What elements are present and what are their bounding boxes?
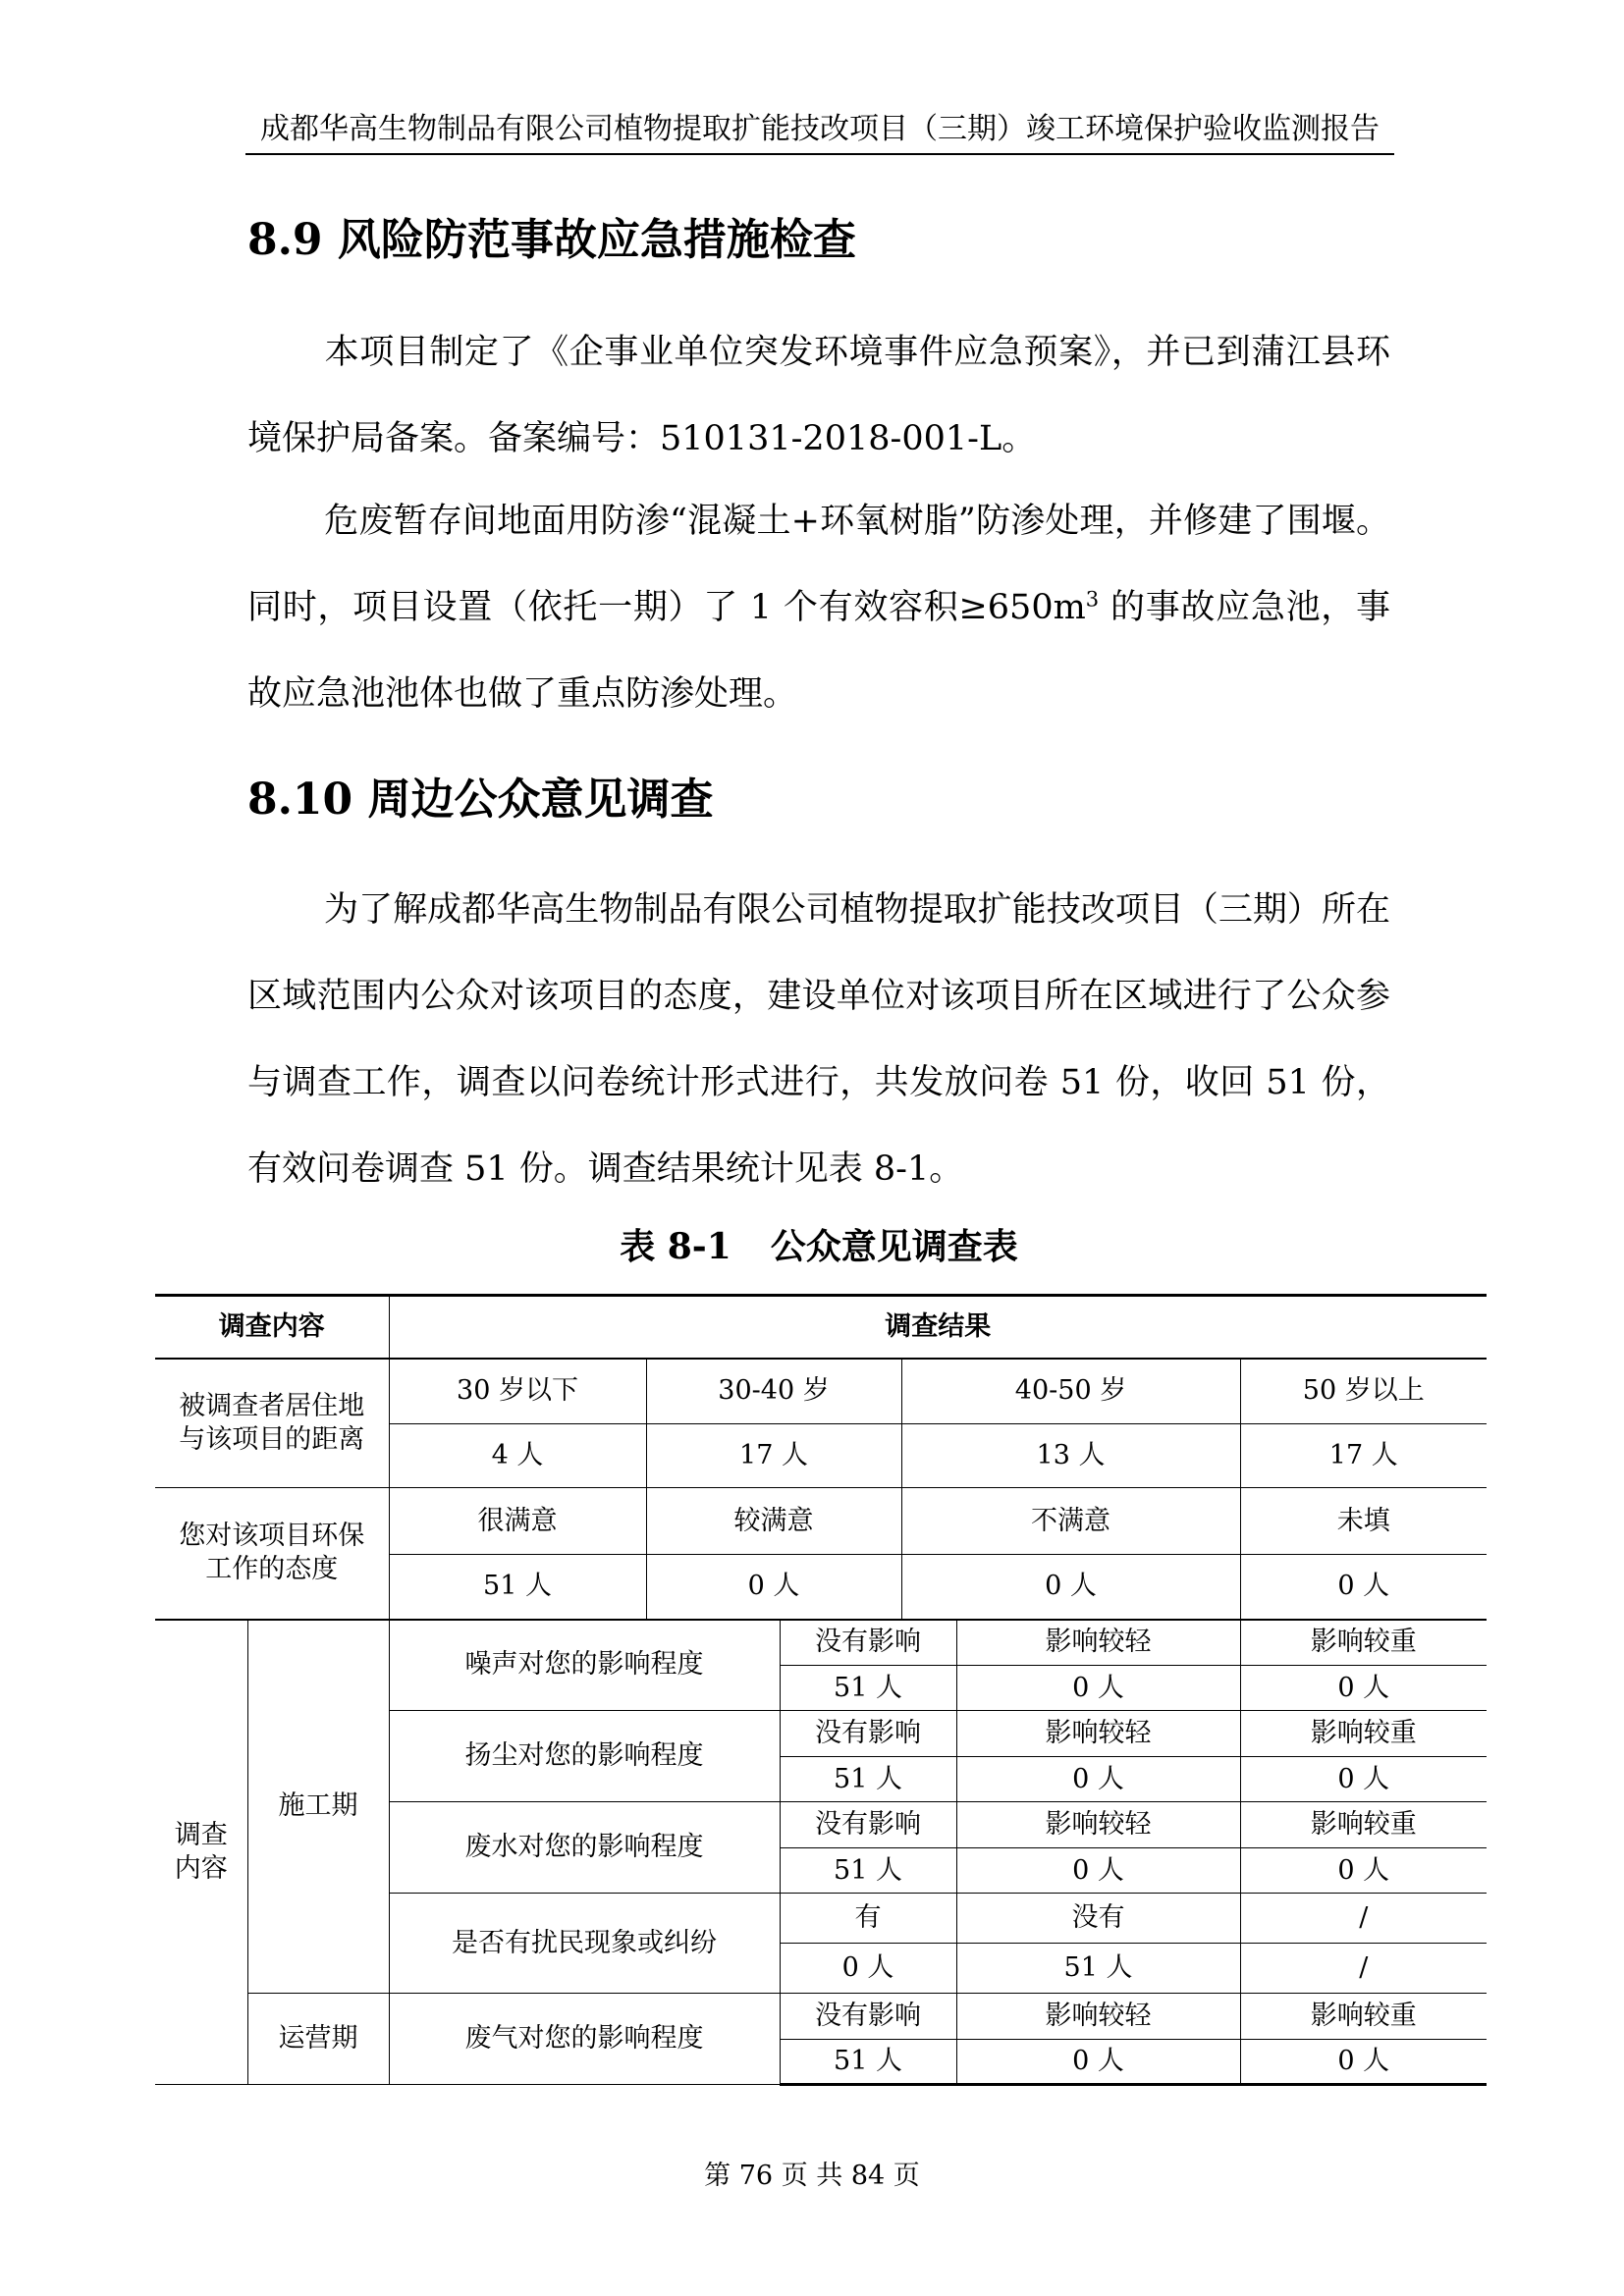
page-footer: 第 76 页 共 84 页 bbox=[704, 2161, 920, 2191]
question-option: 有 bbox=[780, 1894, 956, 1944]
question-option: 影响较轻 bbox=[956, 1994, 1240, 2040]
question-count: 51 人 bbox=[780, 1848, 956, 1894]
section-8-9-paragraph-1 bbox=[247, 309, 1390, 482]
question-label: 是否有扰民现象或纠纷 bbox=[389, 1894, 780, 1994]
distance-label bbox=[155, 1359, 389, 1488]
question-count: 51 人 bbox=[780, 1666, 956, 1711]
distance-option: 30 岁以下 bbox=[389, 1359, 646, 1424]
question-option: 影响较重 bbox=[1240, 1994, 1487, 2040]
question-count: 0 人 bbox=[780, 1944, 956, 1994]
section-8-9-paragraph-1-text: 本项目制定了《企事业单位突发环境事件应急预案》，并已到蒲江县环境保护局备案。备案编号：510131-2018-001-L。 bbox=[247, 333, 1390, 458]
attitude-count: 51 人 bbox=[389, 1555, 646, 1620]
attitude-option: 未填 bbox=[1240, 1488, 1487, 1555]
question-option: 没有 bbox=[956, 1894, 1240, 1944]
question-option: 影响较重 bbox=[1240, 1711, 1487, 1757]
question-option: 影响较轻 bbox=[956, 1620, 1240, 1666]
section-8-9-paragraph-2 bbox=[247, 478, 1390, 737]
attitude-label-line-2: 工作的态度 bbox=[205, 1554, 339, 1585]
question-option: / bbox=[1240, 1894, 1487, 1944]
section-8-9-heading: 8.9 风险防范事故应急措施检查 bbox=[247, 215, 856, 265]
operation-phase-label: 运营期 bbox=[247, 1994, 389, 2085]
section-8-9-paragraph-2-text-a: 危废暂存间地面用防渗“混凝土+环氧树脂”防渗处理，并修建了围堰。同时，项目设置（依托一期）了 1 个有效容积≥650m bbox=[247, 502, 1390, 627]
attitude-option: 很满意 bbox=[389, 1488, 646, 1555]
distance-option: 30-40 岁 bbox=[646, 1359, 901, 1424]
public-opinion-table bbox=[155, 1294, 1487, 2086]
question-option: 影响较轻 bbox=[956, 1711, 1240, 1757]
attitude-option: 较满意 bbox=[646, 1488, 901, 1555]
group-label bbox=[155, 1620, 247, 2085]
question-option: 没有影响 bbox=[780, 1802, 956, 1848]
question-label: 废气对您的影响程度 bbox=[389, 1994, 780, 2085]
question-option: 没有影响 bbox=[780, 1711, 956, 1757]
distance-count: 17 人 bbox=[1240, 1424, 1487, 1488]
question-option: 没有影响 bbox=[780, 1994, 956, 2040]
attitude-count: 0 人 bbox=[646, 1555, 901, 1620]
group-label-line-2: 内容 bbox=[174, 1852, 228, 1884]
attitude-option: 不满意 bbox=[901, 1488, 1240, 1555]
header-survey-result: 调查结果 bbox=[389, 1296, 1487, 1359]
table-caption-title: 公众意见调查表 bbox=[770, 1226, 1018, 1267]
question-count: 51 人 bbox=[780, 1757, 956, 1802]
construction-phase-label: 施工期 bbox=[247, 1620, 389, 1994]
question-option: 没有影响 bbox=[780, 1620, 956, 1666]
question-label: 扬尘对您的影响程度 bbox=[389, 1711, 780, 1802]
question-count: 0 人 bbox=[956, 1757, 1240, 1802]
question-label: 废水对您的影响程度 bbox=[389, 1802, 780, 1894]
distance-option: 50 岁以上 bbox=[1240, 1359, 1487, 1424]
table-header-row bbox=[155, 1296, 1487, 1359]
question-count: 51 人 bbox=[780, 2040, 956, 2085]
distance-label-line-1: 被调查者居住地 bbox=[179, 1390, 365, 1421]
table-caption bbox=[247, 1224, 1390, 1269]
section-8-10-paragraph-1 bbox=[247, 867, 1390, 1212]
question-count: 0 人 bbox=[956, 1848, 1240, 1894]
question-count: 0 人 bbox=[1240, 1757, 1487, 1802]
question-label: 噪声对您的影响程度 bbox=[389, 1620, 780, 1711]
attitude-label bbox=[155, 1488, 389, 1620]
header-rule bbox=[245, 153, 1394, 155]
noise-options-row bbox=[155, 1620, 1487, 1666]
section-8-10-paragraph-1-text: 为了解成都华高生物制品有限公司植物提取扩能技改项目（三期）所在区域范围内公众对该项目的态度，建设单位对该项目所在区域进行了公众参与调查工作，调查以问卷统计形式进行，共发放问卷 51 份，收回 51 份，有效问卷调查 51 份。调查结果统计见表 8-1。 bbox=[247, 890, 1390, 1189]
distance-options-row bbox=[155, 1359, 1487, 1424]
question-count: / bbox=[1240, 1944, 1487, 1994]
question-count: 0 人 bbox=[956, 2040, 1240, 2085]
header-survey-content: 调查内容 bbox=[155, 1296, 389, 1359]
attitude-count: 0 人 bbox=[1240, 1555, 1487, 1620]
group-label-line-1: 调查 bbox=[174, 1819, 228, 1850]
exhaust-options-row bbox=[155, 1994, 1487, 2040]
distance-count: 4 人 bbox=[389, 1424, 646, 1488]
distance-count: 13 人 bbox=[901, 1424, 1240, 1488]
question-count: 51 人 bbox=[956, 1944, 1240, 1994]
attitude-options-row bbox=[155, 1488, 1487, 1555]
attitude-label-line-1: 您对该项目环保 bbox=[179, 1521, 365, 1552]
question-count: 0 人 bbox=[1240, 1848, 1487, 1894]
section-8-10-heading: 8.10 周边公众意见调查 bbox=[247, 774, 714, 825]
distance-option: 40-50 岁 bbox=[901, 1359, 1240, 1424]
question-count: 0 人 bbox=[1240, 1666, 1487, 1711]
distance-count: 17 人 bbox=[646, 1424, 901, 1488]
section-8-9-paragraph-2-text-b: 的事故应急池，事故应急池池体也做了重点防渗处理。 bbox=[247, 588, 1390, 714]
question-option: 影响较重 bbox=[1240, 1620, 1487, 1666]
question-count: 0 人 bbox=[1240, 2040, 1487, 2085]
question-count: 0 人 bbox=[956, 1666, 1240, 1711]
question-option: 影响较重 bbox=[1240, 1802, 1487, 1848]
running-header: 成都华高生物制品有限公司植物提取扩能技改项目（三期）竣工环境保护验收监测报告 bbox=[260, 112, 1380, 146]
attitude-count: 0 人 bbox=[901, 1555, 1240, 1620]
question-option: 影响较轻 bbox=[956, 1802, 1240, 1848]
distance-label-line-2: 与该项目的距离 bbox=[179, 1423, 365, 1455]
table-caption-number: 表 8-1 bbox=[620, 1226, 731, 1267]
superscript-3: 3 bbox=[1085, 587, 1100, 612]
